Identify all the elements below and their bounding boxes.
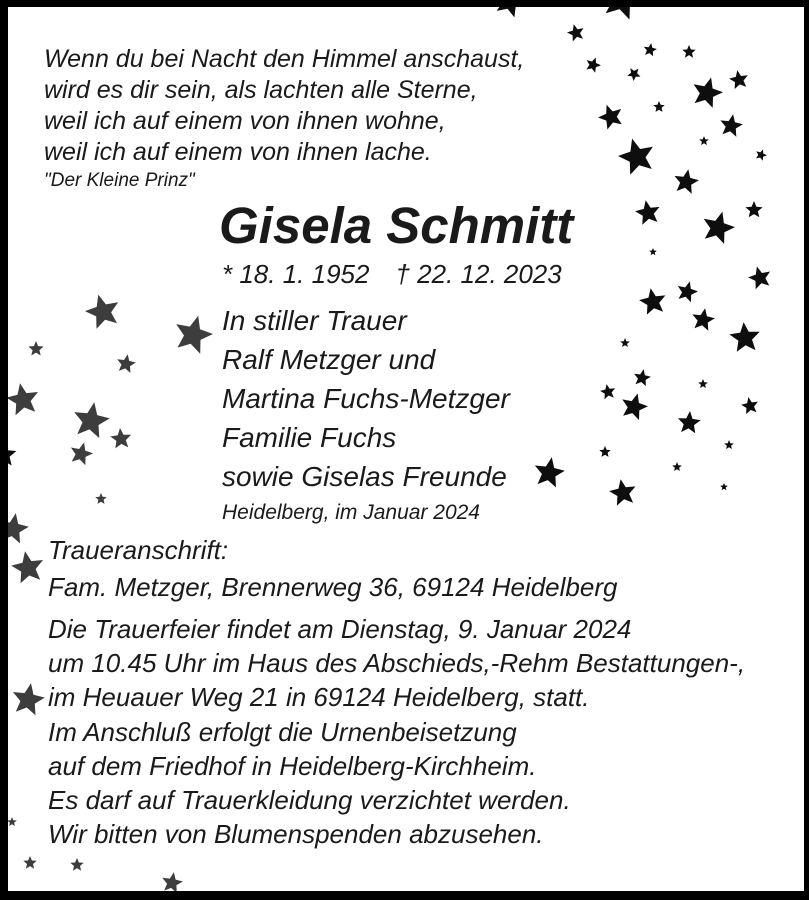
address-block bbox=[48, 532, 617, 606]
star-icon bbox=[497, 0, 526, 17]
star-icon bbox=[720, 483, 728, 490]
service-line: im Heuauer Weg 21 in 69124 Heidelberg, statt. bbox=[48, 682, 590, 713]
star-icon bbox=[176, 316, 213, 354]
death-date: † 22. 12. 2023 bbox=[395, 259, 562, 289]
quote-line: weil ich auf einem von ihnen lache. bbox=[44, 138, 432, 166]
star-icon bbox=[162, 872, 183, 893]
star-icon bbox=[618, 139, 653, 175]
star-icon bbox=[604, 0, 643, 20]
service-line: um 10.45 Uhr im Haus des Abschieds,-Rehm Bestattungen-, bbox=[48, 648, 746, 679]
star-icon bbox=[85, 295, 118, 329]
star-icon bbox=[74, 402, 110, 438]
star-icon bbox=[644, 43, 657, 56]
star-icon bbox=[729, 322, 759, 352]
star-icon bbox=[620, 338, 630, 347]
star-icon bbox=[110, 428, 131, 448]
star-icon bbox=[675, 169, 699, 194]
star-icon bbox=[639, 288, 665, 314]
service-line: Es darf auf Trauerkleidung verzichtet werden. bbox=[48, 785, 571, 816]
star-icon bbox=[600, 384, 615, 399]
place-and-date: Heidelberg, im Januar 2024 bbox=[222, 501, 480, 524]
star-icon bbox=[622, 394, 648, 421]
star-icon bbox=[599, 446, 610, 457]
star-icon bbox=[741, 397, 758, 414]
service-line: Im Anschluß erfolgt die Urnenbeisetzung bbox=[48, 716, 517, 747]
mourner-line: Martina Fuchs-Metzger bbox=[222, 383, 510, 414]
star-icon bbox=[70, 858, 83, 871]
quote-line: Wenn du bei Nacht den Himmel anschaust, bbox=[44, 45, 525, 73]
service-line: auf dem Friedhof in Heidelberg-Kirchheim. bbox=[48, 750, 537, 781]
life-dates bbox=[222, 259, 562, 290]
service-info-block bbox=[48, 612, 745, 851]
star-icon bbox=[649, 248, 657, 255]
star-icon bbox=[0, 513, 29, 543]
quote-block bbox=[44, 44, 524, 168]
quote-line: wird es dir sein, als lachten alle Sterne, bbox=[44, 76, 478, 104]
address-line: Fam. Metzger, Brennerweg 36, 69124 Heidelberg bbox=[48, 572, 618, 602]
mourners-block bbox=[222, 301, 510, 496]
star-icon bbox=[586, 58, 601, 73]
address-label: Traueranschrift: bbox=[48, 535, 229, 565]
birth-date: * 18. 1. 1952 bbox=[222, 259, 370, 289]
star-icon bbox=[71, 442, 93, 465]
star-icon bbox=[598, 105, 622, 130]
star-icon bbox=[7, 817, 17, 826]
mourner-line: Ralf Metzger und bbox=[222, 344, 436, 375]
star-icon bbox=[694, 78, 723, 108]
star-icon bbox=[634, 369, 651, 386]
star-icon bbox=[11, 551, 43, 583]
star-icon bbox=[635, 200, 659, 225]
service-line: Die Trauerfeier findet am Dienstag, 9. Januar 2024 bbox=[48, 614, 632, 644]
mourning-intro: In stiller Trauer bbox=[222, 305, 407, 336]
star-icon bbox=[678, 281, 698, 302]
star-icon bbox=[756, 149, 767, 160]
star-icon bbox=[704, 212, 735, 244]
star-icon bbox=[23, 856, 36, 869]
quote-source: "Der Kleine Prinz" bbox=[44, 170, 195, 191]
star-icon bbox=[724, 440, 734, 449]
star-icon bbox=[627, 68, 640, 81]
star-icon bbox=[682, 45, 695, 58]
star-icon bbox=[6, 383, 38, 415]
star-icon bbox=[692, 308, 715, 331]
star-icon bbox=[745, 201, 762, 217]
star-icon bbox=[729, 70, 748, 89]
star-icon bbox=[609, 479, 635, 505]
service-line: Wir bitten von Blumenspenden abzusehen. bbox=[48, 819, 544, 850]
star-icon bbox=[95, 493, 106, 504]
star-icon bbox=[748, 266, 770, 289]
deceased-name: Gisela Schmitt bbox=[219, 197, 574, 254]
star-icon bbox=[0, 442, 16, 466]
star-icon bbox=[672, 462, 682, 471]
star-icon bbox=[13, 683, 45, 715]
star-icon bbox=[535, 457, 565, 487]
mourner-line: Familie Fuchs bbox=[222, 422, 397, 453]
star-icon bbox=[699, 136, 709, 145]
quote-line: weil ich auf einem von ihnen wohne, bbox=[44, 107, 446, 135]
mourner-line: sowie Giselas Freunde bbox=[222, 461, 507, 492]
star-icon bbox=[117, 354, 136, 373]
star-icon bbox=[28, 341, 43, 356]
star-icon bbox=[653, 101, 664, 112]
star-icon bbox=[720, 114, 743, 137]
star-icon bbox=[698, 379, 708, 388]
star-icon bbox=[567, 24, 584, 41]
star-icon bbox=[678, 411, 701, 433]
